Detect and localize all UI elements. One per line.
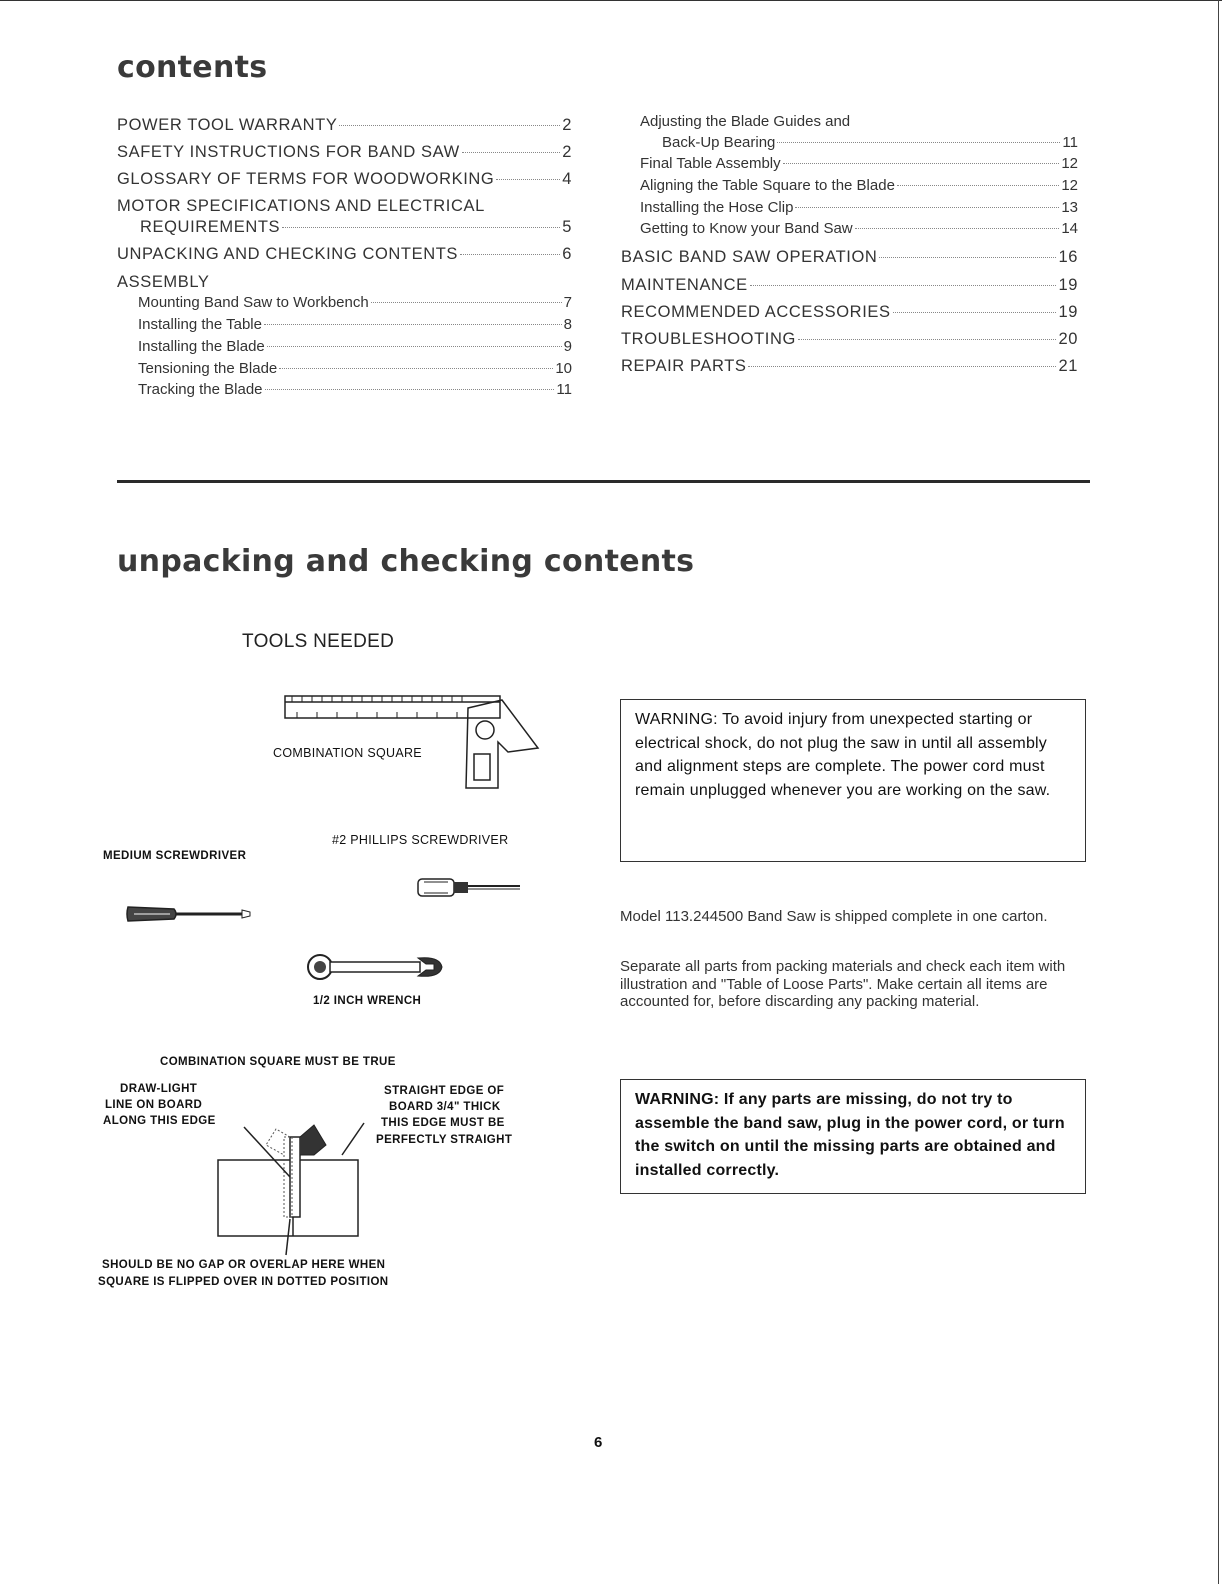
toc-page: 13 — [1061, 199, 1078, 216]
toc-page: 2 — [562, 116, 572, 134]
square-check-diagram — [210, 1115, 370, 1260]
toc-entry — [117, 273, 210, 292]
toc-entry — [117, 170, 572, 189]
toc-label: Installing the Hose Clip — [640, 199, 794, 216]
toc-page: 5 — [562, 218, 572, 236]
toc-entry — [662, 134, 1078, 151]
toc-entry — [640, 113, 850, 130]
toc-page: 8 — [563, 316, 572, 333]
contents-heading: contents — [117, 50, 268, 85]
toc-entry — [138, 338, 572, 355]
toc-page: 2 — [562, 143, 572, 161]
toc-entry — [640, 220, 1078, 237]
toc-label: POWER TOOL WARRANTY — [117, 116, 338, 134]
toc-entry — [138, 360, 572, 377]
toc-page: 12 — [1061, 177, 1078, 194]
diagram-note: SQUARE IS FLIPPED OVER IN DOTTED POSITION — [98, 1276, 389, 1288]
toc-label: Tensioning the Blade — [138, 360, 278, 377]
diagram-label: DRAW-LIGHT — [120, 1083, 198, 1095]
toc-page: 21 — [1058, 357, 1078, 375]
toc-label: Aligning the Table Square to the Blade — [640, 177, 895, 194]
toc-label: MOTOR SPECIFICATIONS AND ELECTRICAL — [117, 197, 485, 215]
toc-page: 10 — [555, 360, 572, 377]
toc-label: Installing the Table — [138, 316, 262, 333]
toc-label: REQUIREMENTS — [140, 218, 281, 236]
diagram-label: ALONG THIS EDGE — [103, 1115, 216, 1127]
toc-entry — [117, 116, 572, 135]
toc-label: Getting to Know your Band Saw — [640, 220, 853, 237]
toc-label: Adjusting the Blade Guides and — [640, 113, 851, 130]
diagram-label: STRAIGHT EDGE OF — [384, 1085, 505, 1097]
toc-entry — [117, 143, 572, 162]
toc-page: 16 — [1058, 248, 1078, 266]
combination-square-illustration — [280, 690, 550, 800]
toc-label: Tracking the Blade — [138, 381, 263, 398]
page-number: 6 — [594, 1434, 603, 1451]
toc-label: Final Table Assembly — [640, 155, 781, 172]
toc-entry — [117, 197, 485, 216]
warning-box-missing-parts: WARNING: If any parts are missing, do not try to assemble the band saw, plug in the power cord, or turn the switch on until the missing parts are obtained and installed correctly. — [620, 1079, 1086, 1194]
wrench-icon — [300, 950, 450, 986]
toc-label: GLOSSARY OF TERMS FOR WOODWORKING — [117, 170, 495, 188]
toc-entry — [140, 218, 572, 237]
toc-page: 11 — [556, 381, 572, 398]
toc-entry — [138, 316, 572, 333]
toc-entry — [621, 248, 1078, 267]
wrench-label: 1/2 INCH WRENCH — [313, 995, 422, 1007]
toc-label: Back-Up Bearing — [662, 134, 776, 151]
toc-label: MAINTENANCE — [621, 276, 748, 294]
toc-entry — [640, 199, 1078, 216]
toc-page: 19 — [1058, 276, 1078, 294]
toc-entry — [138, 381, 572, 398]
square-check-title: COMBINATION SQUARE MUST BE TRUE — [160, 1056, 396, 1068]
shipping-paragraph: Model 113.244500 Band Saw is shipped complete in one carton. — [620, 908, 1048, 925]
diagram-label: LINE ON BOARD — [105, 1099, 203, 1111]
toc-entry — [621, 276, 1078, 295]
toc-entry — [621, 330, 1078, 349]
diagram-label: THIS EDGE MUST BE — [381, 1117, 505, 1129]
toc-entry — [138, 294, 572, 311]
toc-page: 14 — [1061, 220, 1078, 237]
toc-label: SAFETY INSTRUCTIONS FOR BAND SAW — [117, 143, 460, 161]
toc-page: 4 — [562, 170, 572, 188]
toc-entry — [640, 155, 1078, 172]
toc-entry — [640, 177, 1078, 194]
section-divider — [117, 480, 1090, 483]
medium-screwdriver-icon — [124, 899, 254, 929]
toc-page: 12 — [1061, 155, 1078, 172]
toc-label: UNPACKING AND CHECKING CONTENTS — [117, 245, 458, 263]
toc-entry — [117, 245, 572, 264]
toc-page: 11 — [1062, 134, 1078, 151]
scan-edge-right — [1218, 0, 1219, 1584]
warning-box-unplug: WARNING: To avoid injury from unexpected starting or electrical shock, do not plug the saw in until all assembly and alignment steps are complete. The power cord must remain unplugged whenever you are working on the saw. — [620, 699, 1086, 862]
diagram-note: SHOULD BE NO GAP OR OVERLAP HERE WHEN — [102, 1259, 386, 1271]
combination-square-label: COMBINATION SQUARE — [273, 746, 422, 760]
toc-page: 9 — [563, 338, 572, 355]
medium-screwdriver-label: MEDIUM SCREWDRIVER — [103, 850, 247, 862]
toc-page: 19 — [1058, 303, 1078, 321]
toc-label: Mounting Band Saw to Workbench — [138, 294, 369, 311]
scan-edge-top — [0, 0, 1222, 1]
toc-label: BASIC BAND SAW OPERATION — [621, 248, 878, 266]
toc-label: ASSEMBLY — [117, 273, 210, 291]
toc-entry — [621, 303, 1078, 322]
toc-label: REPAIR PARTS — [621, 357, 747, 375]
toc-page: 20 — [1058, 330, 1078, 348]
unpacking-heading: unpacking and checking contents — [117, 544, 695, 579]
phillips-screwdriver-icon — [416, 876, 526, 900]
toc-label: TROUBLESHOOTING — [621, 330, 796, 348]
toc-page: 6 — [562, 245, 572, 263]
toc-label: RECOMMENDED ACCESSORIES — [621, 303, 891, 321]
toc-entry — [621, 357, 1078, 376]
diagram-label: PERFECTLY STRAIGHT — [376, 1134, 513, 1146]
diagram-label: BOARD 3/4" THICK — [389, 1101, 501, 1113]
tools-needed-heading: TOOLS NEEDED — [242, 631, 395, 652]
toc-label: Installing the Blade — [138, 338, 265, 355]
phillips-screwdriver-label: #2 PHILLIPS SCREWDRIVER — [332, 833, 509, 847]
toc-page: 7 — [563, 294, 572, 311]
separate-parts-paragraph: Separate all parts from packing materials and check each item with illustration and "Table of Loose Parts". Make certain all items are accounted for, before discarding any packing material. — [620, 958, 1066, 1010]
